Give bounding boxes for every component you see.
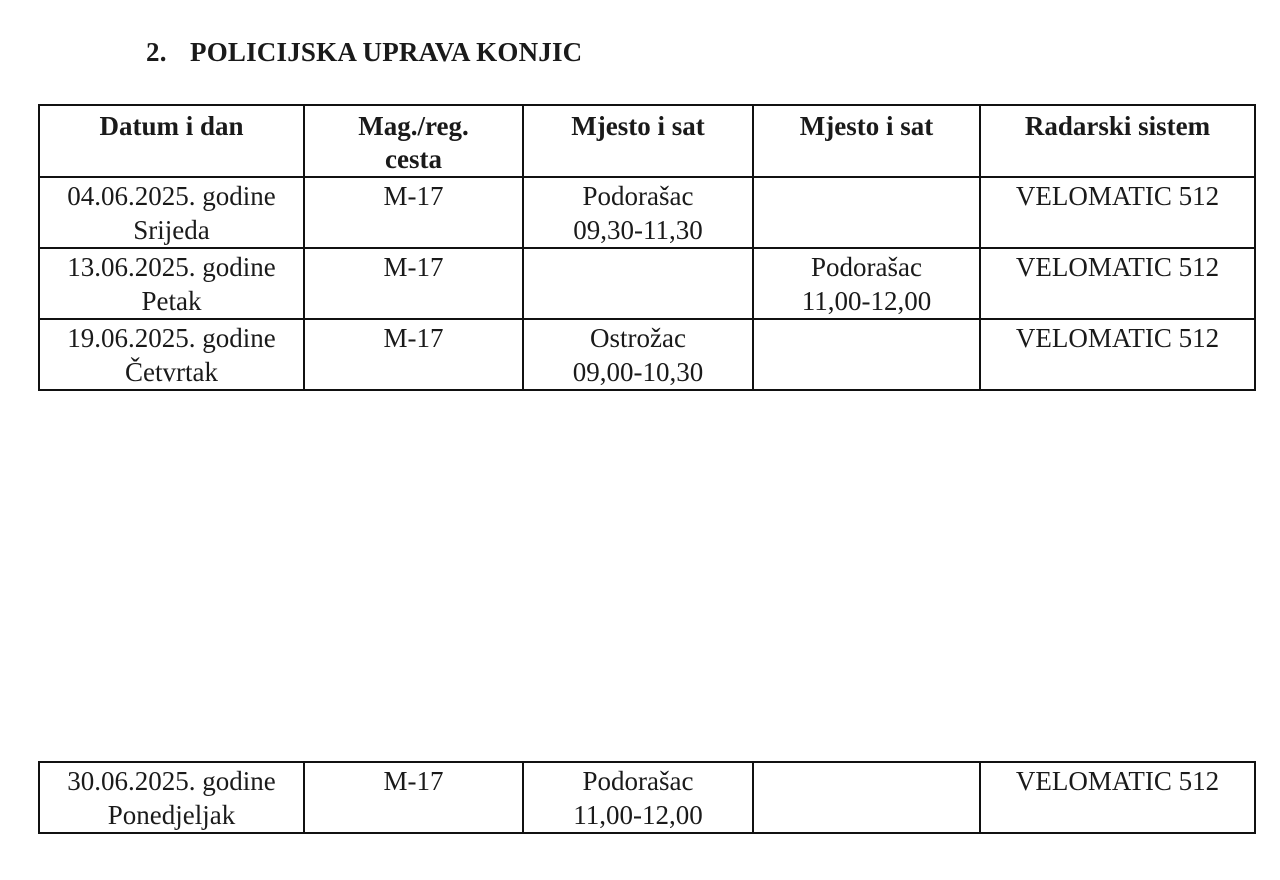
cell-radar: VELOMATIC 512 <box>980 248 1255 319</box>
section-number: 2. <box>146 37 167 67</box>
table-header-row <box>39 105 1255 177</box>
cell-date-day: 04.06.2025. godine Srijeda <box>39 177 304 248</box>
radar-schedule-table-continued <box>38 761 1256 834</box>
cell-place-time-1 <box>523 248 753 319</box>
cell-radar: VELOMATIC 512 <box>980 177 1255 248</box>
cell-place-time-2 <box>753 762 980 833</box>
header-place-time-2: Mjesto i sat <box>753 105 980 177</box>
header-date-day: Datum i dan <box>39 105 304 177</box>
radar-schedule-table <box>38 104 1256 391</box>
cell-road: M-17 <box>304 762 523 833</box>
cell-place-time-2 <box>753 319 980 390</box>
cell-radar: VELOMATIC 512 <box>980 762 1255 833</box>
header-radar-system: Radarski sistem <box>980 105 1255 177</box>
cell-place-time-1: Podorašac 11,00-12,00 <box>523 762 753 833</box>
table-row <box>39 248 1255 319</box>
section-heading <box>146 37 582 68</box>
cell-road: M-17 <box>304 177 523 248</box>
table-row <box>39 762 1255 833</box>
header-road: Mag./reg. cesta <box>304 105 523 177</box>
cell-radar: VELOMATIC 512 <box>980 319 1255 390</box>
cell-place-time-2: Podorašac 11,00-12,00 <box>753 248 980 319</box>
cell-place-time-1: Podorašac 09,30-11,30 <box>523 177 753 248</box>
header-place-time-1: Mjesto i sat <box>523 105 753 177</box>
cell-road: M-17 <box>304 248 523 319</box>
section-title: POLICIJSKA UPRAVA KONJIC <box>190 37 583 67</box>
cell-road: M-17 <box>304 319 523 390</box>
cell-date-day: 13.06.2025. godine Petak <box>39 248 304 319</box>
table-row <box>39 319 1255 390</box>
cell-place-time-2 <box>753 177 980 248</box>
cell-date-day: 19.06.2025. godine Četvrtak <box>39 319 304 390</box>
cell-place-time-1: Ostrožac 09,00-10,30 <box>523 319 753 390</box>
cell-date-day: 30.06.2025. godine Ponedjeljak <box>39 762 304 833</box>
table-row <box>39 177 1255 248</box>
